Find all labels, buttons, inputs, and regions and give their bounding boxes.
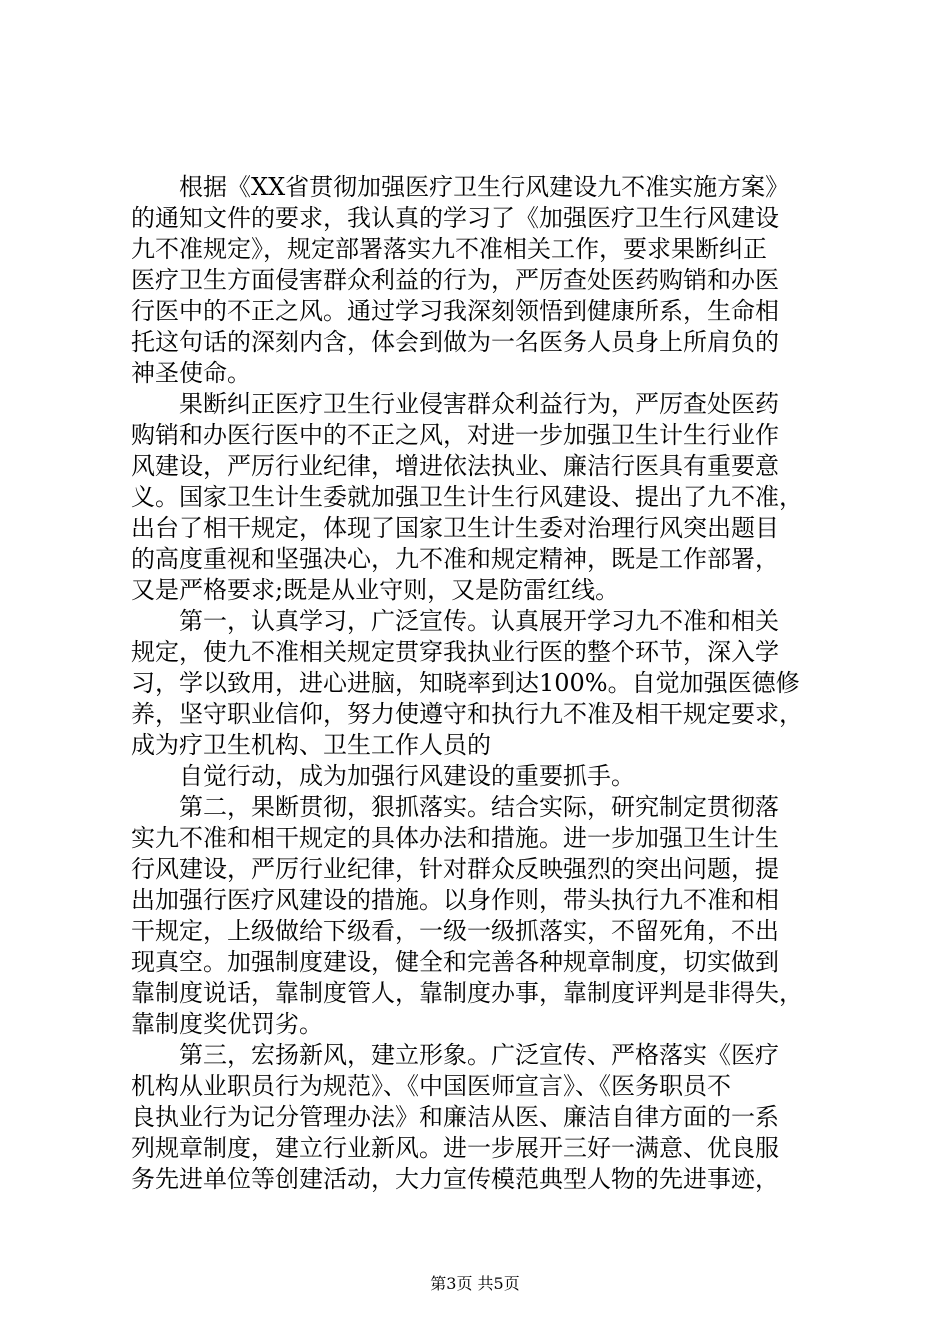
text-line: 习，学以致用，进心进脑，知晓率到达100%。自觉加强医德修: [131, 669, 800, 697]
text-line: 出加强行医疗风建设的措施。以身作则，带头执行九不准和相: [131, 886, 779, 914]
text-line: 列规章制度，建立行业新风。进一步展开三好一满意、优良服: [131, 1134, 779, 1162]
text-line: 行医中的不正之风。通过学习我深刻领悟到健康所系，生命相: [131, 297, 779, 325]
text-line: 根据《XX省贯彻加强医疗卫生行风建设九不准实施方案》: [179, 173, 790, 201]
text-line: 医疗卫生方面侵害群众利益的行为，严厉查处医药购销和办医: [131, 266, 779, 294]
text-line: 第二，果断贯彻，狠抓落实。结合实际，研究制定贯彻落: [179, 793, 779, 821]
text-line: 购销和办医行医中的不正之风，对进一步加强卫生计生行业作: [131, 421, 779, 449]
text-line: 托这句话的深刻内含，体会到做为一名医务人员身上所肩负的: [131, 328, 779, 356]
text-line: 第一，认真学习，广泛宣传。认真展开学习九不准和相关: [179, 607, 779, 635]
text-line: 靠制度奖优罚劣。: [131, 1010, 323, 1038]
text-line: 现真空。加强制度建设，健全和完善各种规章制度，切实做到: [131, 948, 779, 976]
text-line: 九不准规定》，规定部署落实九不准相关工作，要求果断纠正: [131, 235, 767, 263]
text-line: 实九不准和相干规定的具体办法和措施。进一步加强卫生计生: [131, 824, 779, 852]
text-line: 神圣使命。: [131, 359, 251, 387]
text-line: 自觉行动，成为加强行风建设的重要抓手。: [179, 762, 635, 790]
text-line: 又是严格要求;既是从业守则，又是防雷红线。: [131, 576, 620, 604]
page-footer: 第3页 共5页: [430, 1274, 520, 1293]
text-line: 良执业行为记分管理办法》和廉洁从医、廉洁自律方面的一系: [131, 1103, 779, 1131]
text-line: 养，坚守职业信仰，努力使遵守和执行九不准及相干规定要求，: [131, 700, 803, 728]
text-line: 务先进单位等创建活动，大力宣传模范典型人物的先进事迹，: [131, 1165, 779, 1193]
text-line: 的高度重视和坚强决心，九不准和规定精神，既是工作部署，: [131, 545, 779, 573]
text-line: 风建设，严厉行业纪律，增进依法执业、廉洁行医具有重要意: [131, 452, 779, 480]
text-line: 出台了相干规定，体现了国家卫生计生委对治理行风突出题目: [131, 514, 779, 542]
text-line: 果断纠正医疗卫生行业侵害群众利益行为，严厉查处医药: [179, 390, 779, 418]
body-text: [131, 172, 831, 1195]
text-line: 成为疗卫生机构、卫生工作人员的: [131, 731, 491, 759]
text-line: 规定，使九不准相关规定贯穿我执业行医的整个环节，深入学: [131, 638, 779, 666]
text-line: 义。国家卫生计生委就加强卫生计生行风建设、提出了九不准，: [131, 483, 803, 511]
text-line: 干规定，上级做给下级看，一级一级抓落实，不留死角，不出: [131, 917, 779, 945]
text-line: 靠制度说话，靠制度管人，靠制度办事，靠制度评判是非得失，: [131, 979, 803, 1007]
text-line: 行风建设，严厉行业纪律，针对群众反映强烈的突出问题，提: [131, 855, 779, 883]
text-line: 机构从业职员行为规范》、《中国医师宣言》、《医务职员不: [131, 1072, 731, 1100]
text-line: 第三，宏扬新风，建立形象。广泛宣传、严格落实《医疗: [179, 1041, 779, 1069]
text-line: 的通知文件的要求，我认真的学习了《加强医疗卫生行风建设: [131, 204, 779, 232]
